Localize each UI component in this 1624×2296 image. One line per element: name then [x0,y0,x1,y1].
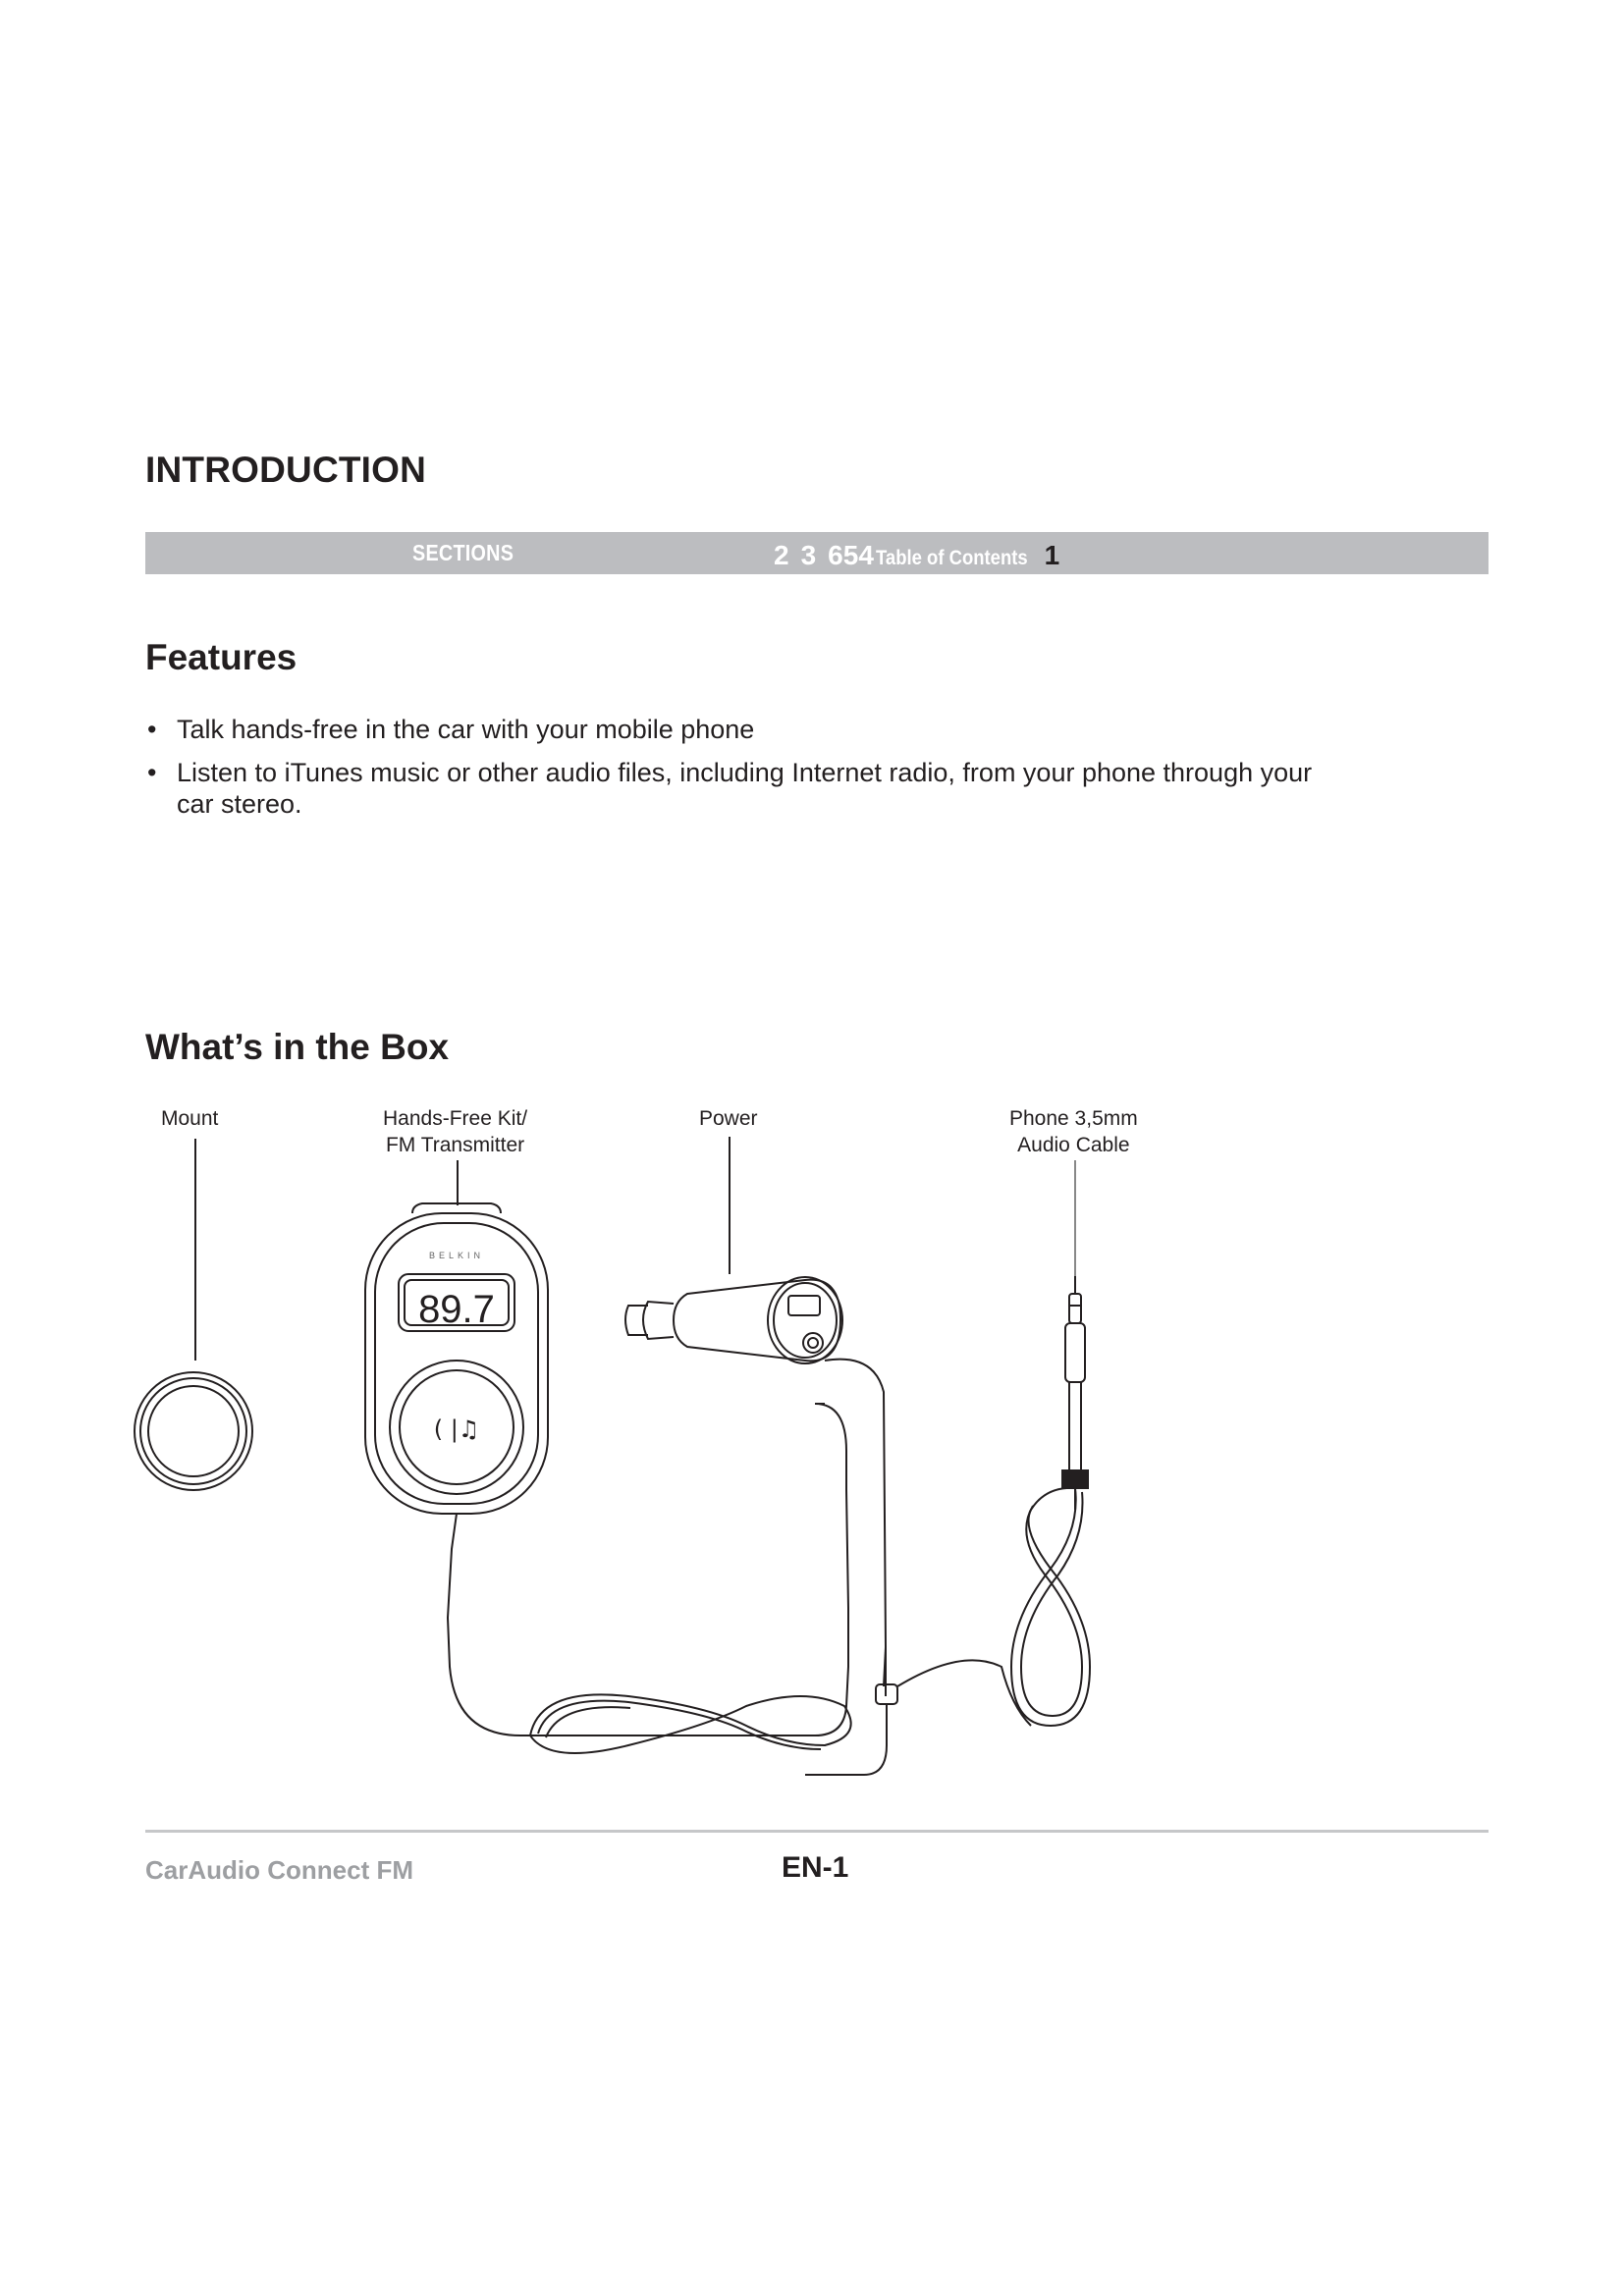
cable-label-line-2: Audio Cable [1017,1134,1130,1156]
footer-divider [145,1830,1489,1833]
bullet-icon: • [147,758,157,787]
nav-link-section-2[interactable]: 2 [774,540,789,570]
whats-in-the-box-heading: What’s in the Box [145,1027,450,1067]
kit-label-line-2: FM Transmitter [385,1134,525,1156]
diagram-illustration [118,1097,1257,1785]
nav-current-section: 1 [1044,540,1060,570]
device-brand-text: BELKIN [428,1251,485,1260]
feature-item [145,757,1343,820]
mount-label: Mount [161,1107,219,1130]
nav-link-table-of-contents[interactable]: Table of Contents [875,547,1028,569]
fm-transmitter-icon [365,1203,548,1514]
section-title: INTRODUCTION [145,450,427,490]
car-power-adapter-icon [625,1277,842,1363]
fm-display-readout: 89.7 [418,1288,495,1331]
power-label: Power [699,1107,758,1130]
bullet-icon: • [147,715,157,744]
feature-text: Talk hands-free in the car with your mobile phone [177,715,755,744]
footer-product-name: CarAudio Connect FM [145,1855,413,1885]
section-nav-bar [145,532,1489,574]
mount-ring-icon [135,1372,252,1490]
cable-junction-icon [805,1647,1031,1775]
phone-music-glyph: ( |♫ [433,1415,480,1443]
coiled-cable-bottom [530,1694,851,1753]
feature-text: Listen to iTunes music or other audio files, including Internet radio, from your phone through your car stereo. [177,758,1313,819]
features-heading: Features [145,637,298,677]
footer-page-number: EN-1 [782,1851,849,1884]
feature-list [145,714,1343,831]
nav-link-section-3[interactable]: 3 [800,540,817,570]
feature-item [145,714,1343,745]
nav-link-section-4[interactable]: 4 [858,540,874,570]
cable-label-line-1: Phone 3,5mm [1009,1107,1138,1130]
nav-link-section-6[interactable]: 6 [828,540,843,570]
kit-label-line-1: Hands-Free Kit/ [383,1107,528,1130]
coiled-audio-cable [1011,1488,1090,1726]
nav-section-links [774,540,1071,571]
nav-sections-label: SECTIONS [412,540,514,565]
audio-jack-icon [1062,1276,1088,1488]
nav-link-section-5[interactable]: 5 [842,540,859,570]
box-contents-diagram [118,1097,1257,1785]
